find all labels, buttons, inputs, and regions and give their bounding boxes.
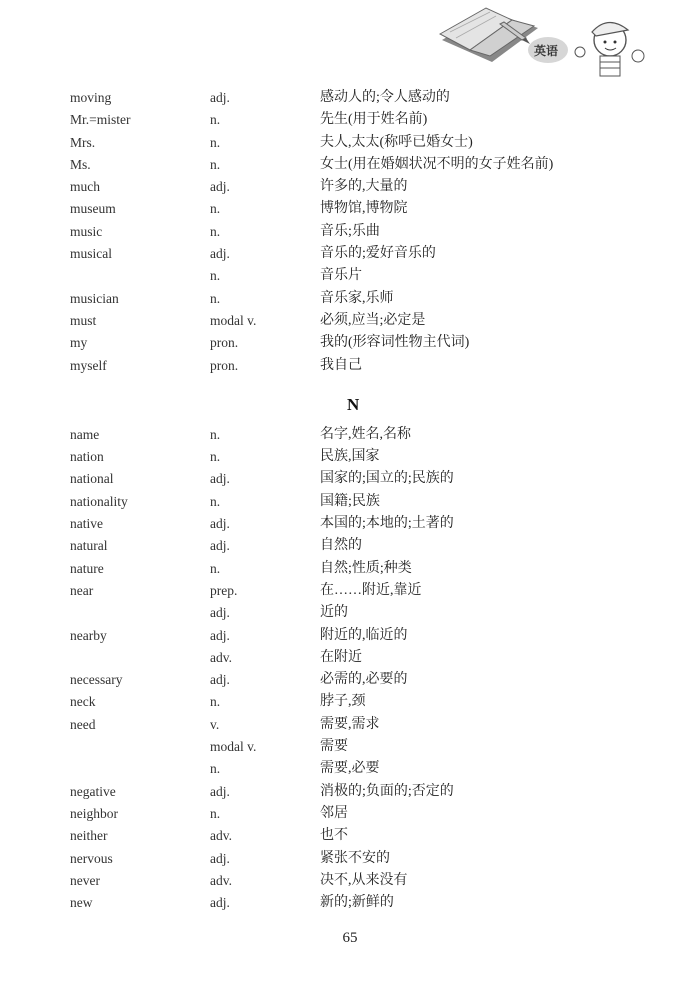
entry-definition: 感动人的;令人感动的: [320, 90, 450, 105]
entry-row: [70, 176, 630, 198]
entry-definition: 国家的;国立的;民族的: [320, 471, 454, 487]
entry-pos: adj.: [210, 605, 230, 621]
entry-row: [70, 602, 630, 624]
entry-row: [70, 758, 630, 780]
entry-pos: n.: [210, 493, 221, 509]
entry-word: music: [70, 223, 103, 239]
entry-row: [70, 446, 630, 468]
entry-word: my: [70, 335, 88, 351]
entry-row: [70, 535, 630, 557]
entry-word: Ms.: [70, 156, 91, 172]
entry-word: nature: [70, 560, 104, 576]
entry-pos: modal v.: [210, 312, 257, 328]
entry-row: [70, 892, 630, 914]
entry-row: [70, 580, 630, 602]
entry-definition: 紧张不安的: [320, 850, 390, 866]
entry-definition: 决不,从来没有: [320, 872, 408, 888]
entry-definition: 自然;性质;种类: [320, 560, 412, 576]
entry-pos: adj.: [210, 672, 230, 688]
entry-pos: n.: [210, 112, 221, 128]
entry-word: need: [70, 716, 96, 732]
entry-pos: adj.: [210, 516, 230, 532]
entry-pos: n.: [210, 134, 221, 150]
entry-pos: adv.: [210, 828, 232, 844]
entry-row: [70, 332, 630, 354]
entry-pos: n.: [210, 268, 221, 284]
entry-word: nervous: [70, 850, 113, 866]
entry-pos: n.: [210, 560, 221, 576]
entry-row: [70, 132, 630, 154]
entry-row: [70, 310, 630, 332]
entry-definition: 必需的,必要的: [320, 672, 408, 688]
entry-word: nation: [70, 449, 104, 465]
entry-word: necessary: [70, 672, 123, 688]
entry-row: [70, 288, 630, 310]
entry-row: [70, 221, 630, 243]
entry-word: near: [70, 582, 94, 598]
entry-row: [70, 736, 630, 758]
entry-pos: n.: [210, 761, 221, 777]
entry-word: neighbor: [70, 805, 118, 821]
entry-word: national: [70, 471, 114, 487]
entry-word: moving: [70, 90, 112, 105]
entry-word: nearby: [70, 627, 107, 643]
entry-pos: adj.: [210, 471, 230, 487]
entry-definition: 脖子,颈: [320, 694, 366, 710]
entry-definition: 女士(用在婚姻状况不明的女子姓名前): [320, 156, 554, 172]
entry-word: Mr.=mister: [70, 112, 131, 128]
entry-definition: 自然的: [320, 538, 362, 554]
entry-word: myself: [70, 357, 107, 373]
entry-pos: v.: [210, 716, 220, 732]
entry-definition: 夫人,太太(称呼已婚女士): [320, 134, 473, 150]
entry-word: nationality: [70, 493, 128, 509]
entry-pos: adj.: [210, 246, 230, 262]
entry-definition: 必须,应当;必定是: [320, 312, 426, 328]
entry-definition: 音乐;乐曲: [320, 223, 380, 239]
entry-word: must: [70, 312, 97, 328]
entry-row: [70, 468, 630, 490]
entry-row: [70, 669, 630, 691]
entry-definition: 音乐片: [320, 268, 362, 284]
header-illustration: [430, 0, 700, 80]
entry-row: [70, 265, 630, 287]
entry-pos: n.: [210, 156, 221, 172]
entry-word: new: [70, 895, 93, 911]
entry-word: Mrs.: [70, 134, 96, 150]
entry-pos: pron.: [210, 335, 239, 351]
entry-definition: 需要: [320, 739, 348, 755]
entry-pos: adj.: [210, 538, 230, 554]
entry-row: [70, 714, 630, 736]
entry-pos: adj.: [210, 90, 230, 105]
entry-word: never: [70, 872, 100, 888]
entry-word: name: [70, 426, 100, 442]
page-number: 65: [342, 930, 358, 946]
entry-word: museum: [70, 201, 116, 217]
entry-word: negative: [70, 783, 116, 799]
entry-row: [70, 513, 630, 535]
entry-definition: 本国的;本地的;土著的: [320, 516, 454, 532]
entry-row: [70, 491, 630, 513]
entry-pos: pron.: [210, 357, 239, 373]
entry-row: [70, 87, 630, 109]
entry-definition: 国籍;民族: [320, 493, 380, 509]
section-heading-row: [70, 377, 630, 424]
entry-definition: 我的(形容词性物主代词): [320, 335, 470, 351]
entry-pos: adv.: [210, 872, 232, 888]
entry-row: [70, 154, 630, 176]
entry-word: much: [70, 179, 100, 195]
entry-pos: n.: [210, 290, 221, 306]
entry-row: [70, 691, 630, 713]
entry-pos: n.: [210, 449, 221, 465]
entry-definition: 音乐家,乐师: [320, 290, 394, 306]
entry-word: neither: [70, 828, 108, 844]
entry-row: [70, 355, 630, 377]
entry-pos: n.: [210, 805, 221, 821]
section-letter-heading: N: [347, 394, 360, 414]
entry-word: musical: [70, 246, 112, 262]
entry-definition: 在……附近,靠近: [320, 582, 422, 598]
entry-row: [70, 803, 630, 825]
entry-row: [70, 870, 630, 892]
entry-row: [70, 424, 630, 446]
entry-definition: 名字,姓名,名称: [320, 426, 411, 442]
entry-definition: 音乐的;爱好音乐的: [320, 246, 436, 262]
entry-definition: 近的: [320, 605, 348, 621]
entry-definition: 需要,需求: [320, 716, 380, 732]
entry-row: [70, 243, 630, 265]
entry-row: [70, 781, 630, 803]
entry-pos: n.: [210, 201, 221, 217]
entry-pos: adj.: [210, 850, 230, 866]
entry-row: [70, 848, 630, 870]
vocabulary-list: [70, 87, 630, 914]
entry-pos: adj.: [210, 179, 230, 195]
entry-pos: adj.: [210, 627, 230, 643]
subject-badge: 英语: [534, 44, 559, 58]
entry-definition: 我自己: [320, 357, 362, 373]
entry-word: musician: [70, 290, 119, 306]
entry-definition: 许多的,大量的: [320, 179, 408, 195]
entry-definition: 博物馆,博物院: [320, 201, 408, 217]
entry-definition: 邻居: [320, 805, 348, 821]
entry-definition: 新的;新鲜的: [320, 895, 394, 911]
entry-word: neck: [70, 694, 96, 710]
entry-pos: n.: [210, 694, 221, 710]
entry-pos: n.: [210, 426, 221, 442]
entry-definition: 需要,必要: [320, 761, 380, 777]
entry-row: [70, 558, 630, 580]
entry-definition: 也不: [320, 828, 348, 844]
book-pencil-cartoon-icon: [430, 0, 700, 80]
entry-pos: prep.: [210, 582, 238, 598]
entry-pos: adv.: [210, 649, 232, 665]
entry-row: [70, 647, 630, 669]
entry-definition: 民族,国家: [320, 449, 380, 465]
entry-word: native: [70, 516, 103, 532]
entry-definition: 消极的;负面的;否定的: [320, 783, 454, 799]
entry-word: natural: [70, 538, 108, 554]
entry-definition: 在附近: [320, 649, 362, 665]
entry-definition: 附近的,临近的: [320, 627, 408, 643]
entry-row: [70, 625, 630, 647]
entry-pos: adj.: [210, 783, 230, 799]
entry-definition: 先生(用于姓名前): [320, 112, 428, 128]
entry-row: [70, 109, 630, 131]
entry-pos: modal v.: [210, 739, 257, 755]
entry-row: [70, 825, 630, 847]
entry-pos: adj.: [210, 895, 230, 911]
entry-row: [70, 198, 630, 220]
entry-pos: n.: [210, 223, 221, 239]
